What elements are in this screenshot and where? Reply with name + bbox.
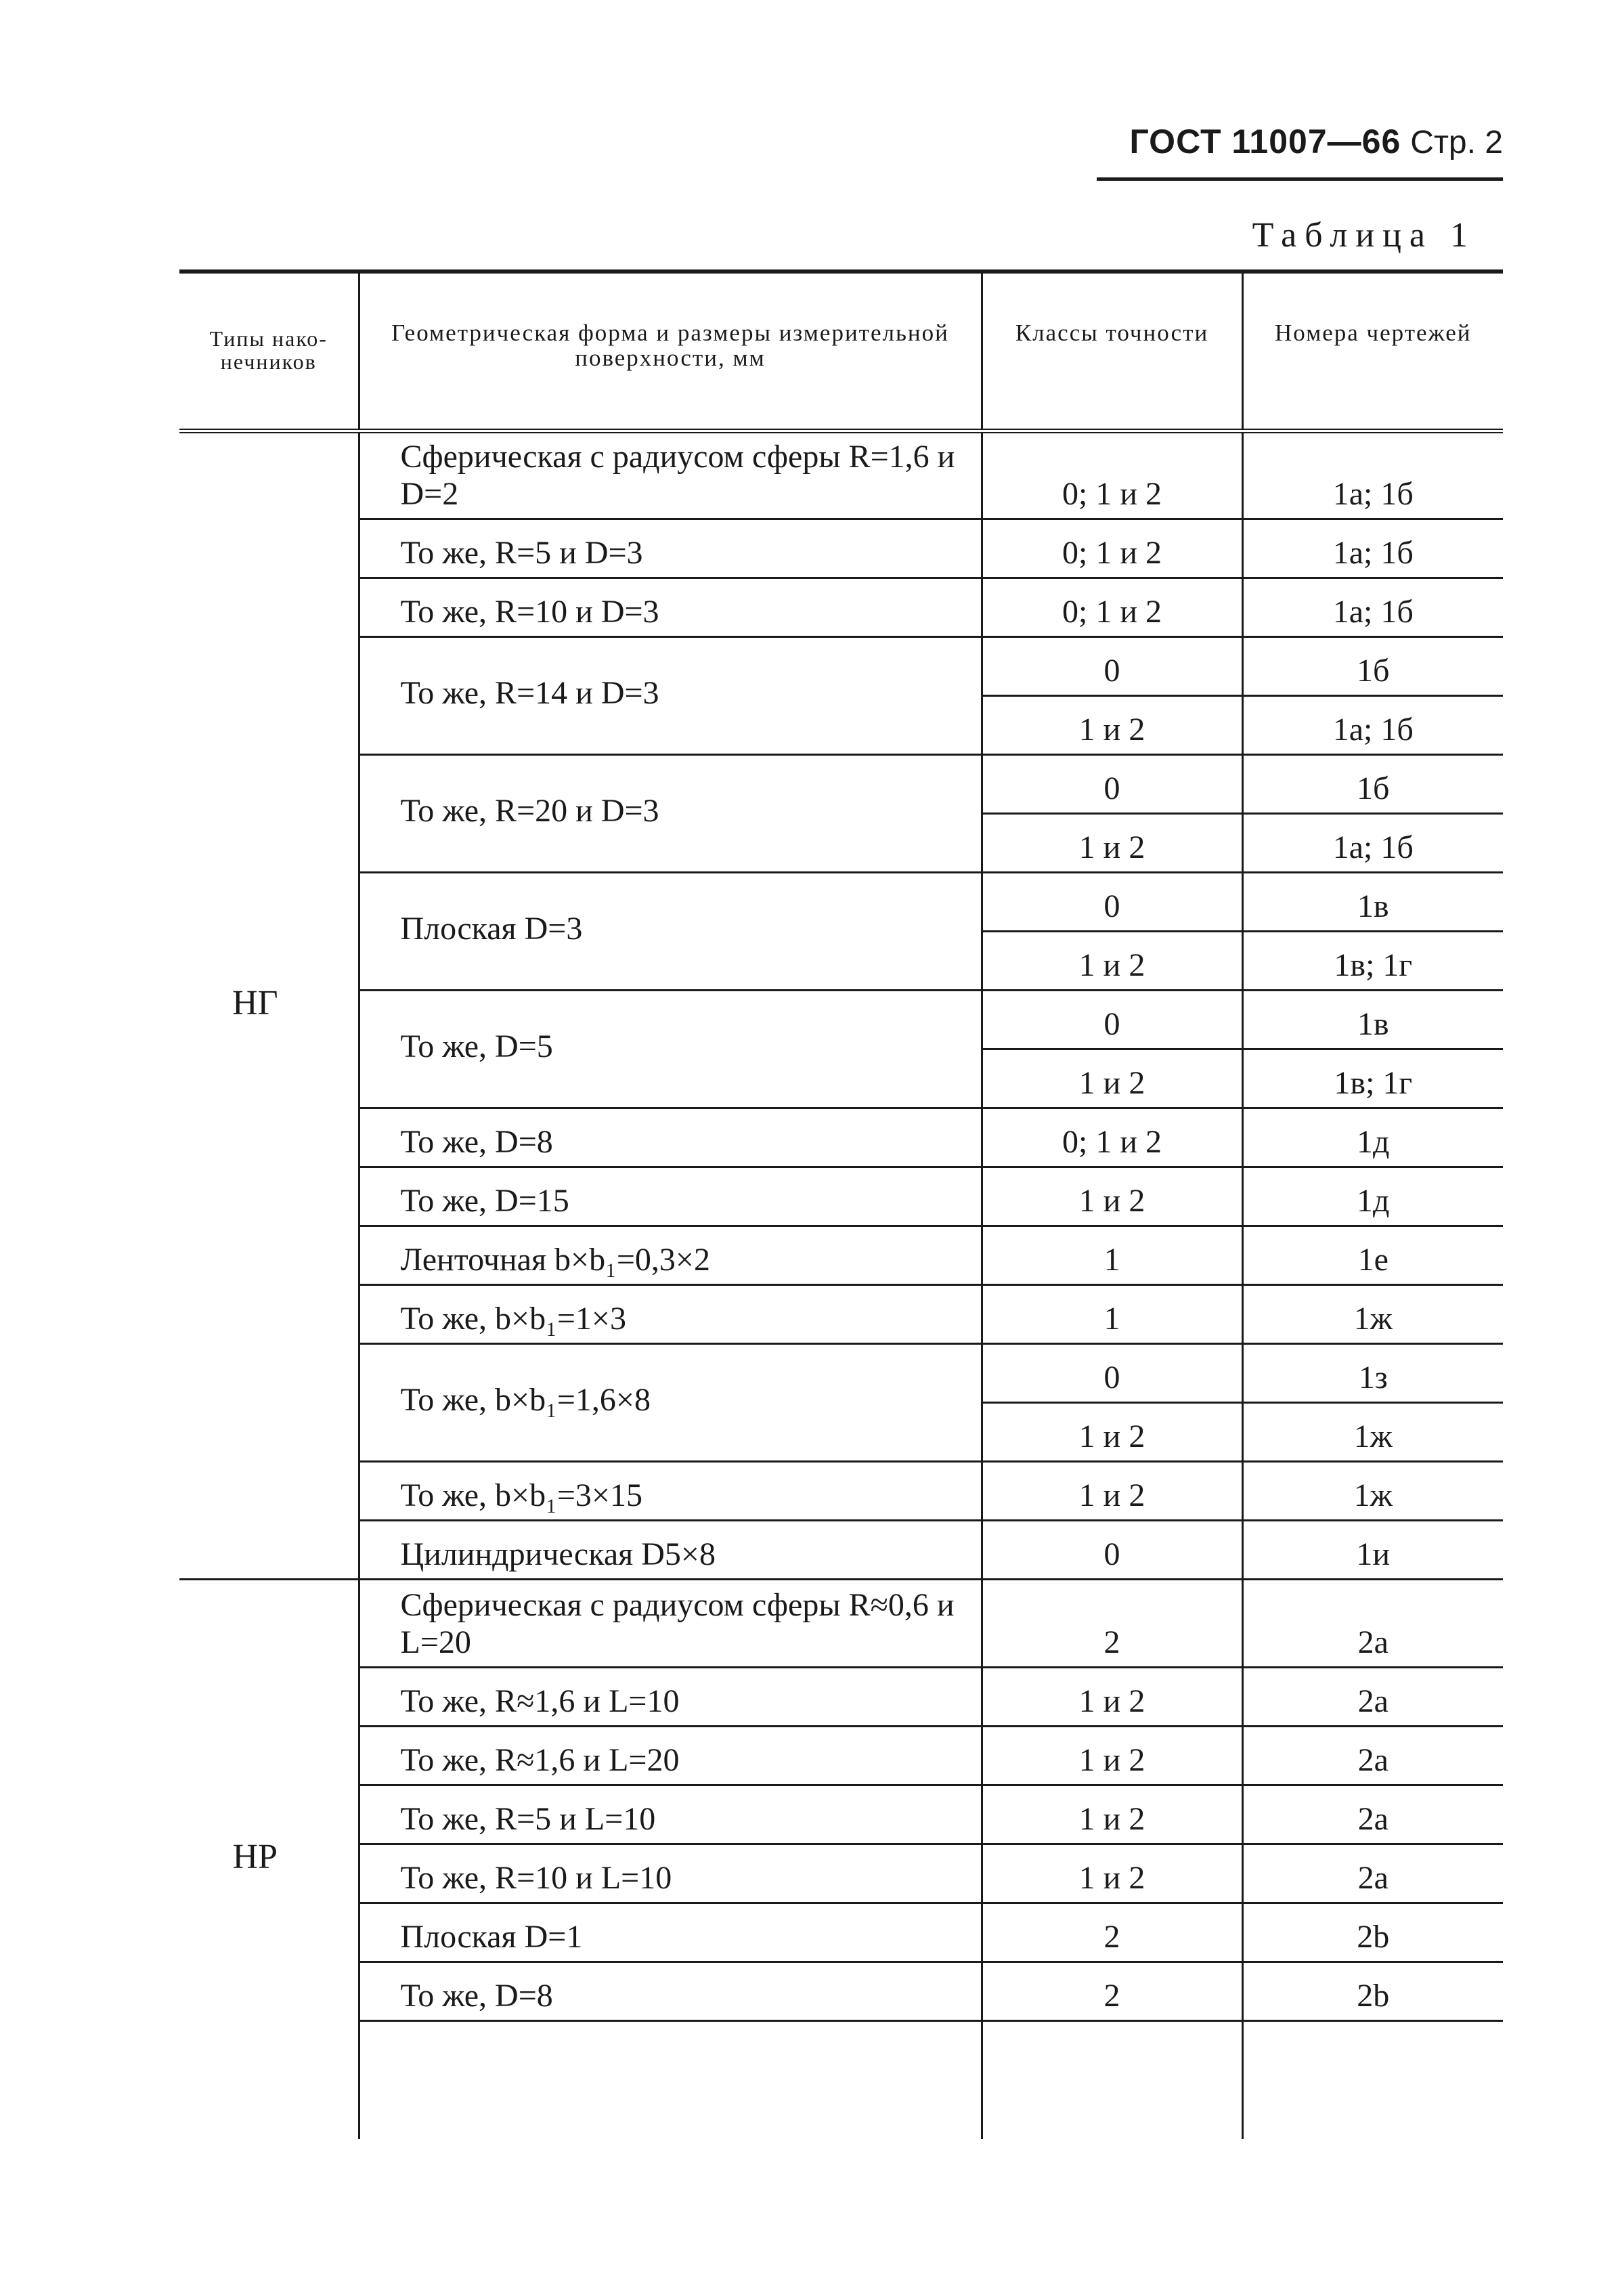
- table-row: [179, 1167, 1503, 1226]
- accuracy-class-cell: 0; 1 и 2: [982, 519, 1242, 578]
- column-header-type: Типы нако-нечников: [179, 272, 359, 431]
- geometry-cell: То же, R=20 и D=3: [359, 754, 982, 872]
- table-row: [179, 1844, 1503, 1903]
- drawing-number-cell: 1в; 1г: [1242, 931, 1503, 990]
- table-row: [179, 1667, 1503, 1726]
- column-header-geometry: Геометрическая форма и размеры измерительной поверхности, мм: [359, 272, 982, 431]
- table-row: [179, 1726, 1503, 1785]
- accuracy-class-cell: 0; 1 и 2: [982, 578, 1242, 636]
- table-row: [179, 1785, 1503, 1844]
- table-row: [179, 519, 1503, 578]
- drawing-number-cell: 1д: [1242, 1108, 1503, 1167]
- drawing-number-cell: 1а; 1б: [1242, 813, 1503, 872]
- geometry-cell: То же, R=10 и L=10: [359, 1844, 982, 1903]
- accuracy-class-cell: 0; 1 и 2: [982, 1108, 1242, 1167]
- accuracy-class-cell: 1: [982, 1226, 1242, 1284]
- accuracy-class-cell: 1 и 2: [982, 813, 1242, 872]
- drawing-number-cell: 1ж: [1242, 1402, 1503, 1461]
- drawing-number-cell: 2а: [1242, 1667, 1503, 1726]
- geometry-cell: Плоская D=1: [359, 1903, 982, 1962]
- column-header-accuracy: Классы точности: [982, 272, 1242, 431]
- drawing-number-cell: 1ж: [1242, 1461, 1503, 1520]
- table-row: [179, 1108, 1503, 1167]
- page-header: [1097, 122, 1503, 161]
- accuracy-class-cell: 0: [982, 990, 1242, 1049]
- geometry-cell: То же, b×b₁=1,6×8: [359, 1343, 982, 1461]
- accuracy-class-cell: 1 и 2: [982, 931, 1242, 990]
- empty-cell: [1242, 2020, 1503, 2139]
- drawing-number-cell: 1в: [1242, 872, 1503, 931]
- accuracy-class-cell: 1 и 2: [982, 1726, 1242, 1785]
- accuracy-class-cell: 1 и 2: [982, 1461, 1242, 1520]
- table-row: [179, 1903, 1503, 1962]
- geometry-cell: Цилиндрическая D5×8: [359, 1520, 982, 1579]
- accuracy-class-cell: 0: [982, 1343, 1242, 1402]
- standard-code: ГОСТ 11007—66: [1129, 123, 1401, 160]
- geometry-cell: То же, R=14 и D=3: [359, 636, 982, 754]
- geometry-cell: То же, D=15: [359, 1167, 982, 1226]
- table-row: [179, 431, 1503, 519]
- accuracy-class-cell: 1 и 2: [982, 1844, 1242, 1903]
- geometry-cell: То же, D=8: [359, 1962, 982, 2020]
- drawing-number-cell: 1е: [1242, 1226, 1503, 1284]
- accuracy-class-cell: 0; 1 и 2: [982, 431, 1242, 519]
- table-row: [179, 754, 1503, 813]
- geometry-cell: То же, b×b₁=3×15: [359, 1461, 982, 1520]
- tips-table: [179, 269, 1503, 2139]
- drawing-number-cell: 2b: [1242, 1962, 1503, 2020]
- table-row: [179, 1343, 1503, 1402]
- table-row: [179, 1579, 1503, 1667]
- drawing-number-cell: 1а; 1б: [1242, 431, 1503, 519]
- drawing-number-cell: 2а: [1242, 1726, 1503, 1785]
- table-caption: Таблица 1: [1252, 216, 1476, 255]
- accuracy-class-cell: 2: [982, 1579, 1242, 1667]
- table-row: [179, 1520, 1503, 1579]
- geometry-cell: То же, b×b₁=1×3: [359, 1284, 982, 1343]
- geometry-cell: Сферическая с радиусом сферы R=1,6 и D=2: [359, 431, 982, 519]
- table-row: [179, 578, 1503, 636]
- drawing-number-cell: 1в; 1г: [1242, 1049, 1503, 1108]
- drawing-number-cell: 1д: [1242, 1167, 1503, 1226]
- accuracy-class-cell: 2: [982, 1903, 1242, 1962]
- accuracy-class-cell: 0: [982, 754, 1242, 813]
- geometry-cell: Плоская D=3: [359, 872, 982, 990]
- drawing-number-cell: 2а: [1242, 1785, 1503, 1844]
- drawing-number-cell: 2b: [1242, 1903, 1503, 1962]
- table-row: [179, 636, 1503, 695]
- page-number: Стр. 2: [1410, 125, 1503, 160]
- accuracy-class-cell: 1 и 2: [982, 1049, 1242, 1108]
- drawing-number-cell: 1з: [1242, 1343, 1503, 1402]
- table-row: [179, 872, 1503, 931]
- drawing-number-cell: 1и: [1242, 1520, 1503, 1579]
- table-row-empty: [179, 2020, 1503, 2139]
- accuracy-class-cell: 1 и 2: [982, 1167, 1242, 1226]
- accuracy-class-cell: 2: [982, 1962, 1242, 2020]
- drawing-number-cell: 1а; 1б: [1242, 695, 1503, 754]
- accuracy-class-cell: 1 и 2: [982, 1785, 1242, 1844]
- geometry-cell: То же, D=5: [359, 990, 982, 1108]
- header-rule: [1097, 177, 1503, 181]
- drawing-number-cell: 1б: [1242, 636, 1503, 695]
- tip-type-cell: НР: [179, 1579, 359, 2139]
- table-row: [179, 1962, 1503, 2020]
- table-row: [179, 1226, 1503, 1284]
- drawing-number-cell: 1а; 1б: [1242, 578, 1503, 636]
- table-row: [179, 1461, 1503, 1520]
- accuracy-class-cell: 0: [982, 1520, 1242, 1579]
- table-body: [179, 431, 1503, 2139]
- accuracy-class-cell: 1 и 2: [982, 1402, 1242, 1461]
- geometry-cell: То же, D=8: [359, 1108, 982, 1167]
- geometry-cell: Сферическая с радиусом сферы R≈0,6 и L=20: [359, 1579, 982, 1667]
- tip-type-cell: НГ: [232, 983, 278, 1022]
- accuracy-class-cell: 1 и 2: [982, 1667, 1242, 1726]
- geometry-cell: То же, R≈1,6 и L=20: [359, 1726, 982, 1785]
- geometry-cell: Ленточная b×b₁=0,3×2: [359, 1226, 982, 1284]
- column-header-drawings: Номера чертежей: [1242, 272, 1503, 431]
- drawing-number-cell: 1б: [1242, 754, 1503, 813]
- empty-cell: [982, 2020, 1242, 2139]
- table-row: [179, 1284, 1503, 1343]
- geometry-cell: То же, R≈1,6 и L=10: [359, 1667, 982, 1726]
- empty-cell: [359, 2020, 982, 2139]
- drawing-number-cell: 2а: [1242, 1579, 1503, 1667]
- drawing-number-cell: 1а; 1б: [1242, 519, 1503, 578]
- table-row: [179, 990, 1503, 1049]
- accuracy-class-cell: 1 и 2: [982, 695, 1242, 754]
- accuracy-class-cell: 0: [982, 636, 1242, 695]
- geometry-cell: То же, R=5 и L=10: [359, 1785, 982, 1844]
- drawing-number-cell: 1ж: [1242, 1284, 1503, 1343]
- accuracy-class-cell: 1: [982, 1284, 1242, 1343]
- drawing-number-cell: 1в: [1242, 990, 1503, 1049]
- geometry-cell: То же, R=5 и D=3: [359, 519, 982, 578]
- accuracy-class-cell: 0: [982, 872, 1242, 931]
- table-header-row: [179, 272, 1503, 431]
- drawing-number-cell: 2а: [1242, 1844, 1503, 1903]
- geometry-cell: То же, R=10 и D=3: [359, 578, 982, 636]
